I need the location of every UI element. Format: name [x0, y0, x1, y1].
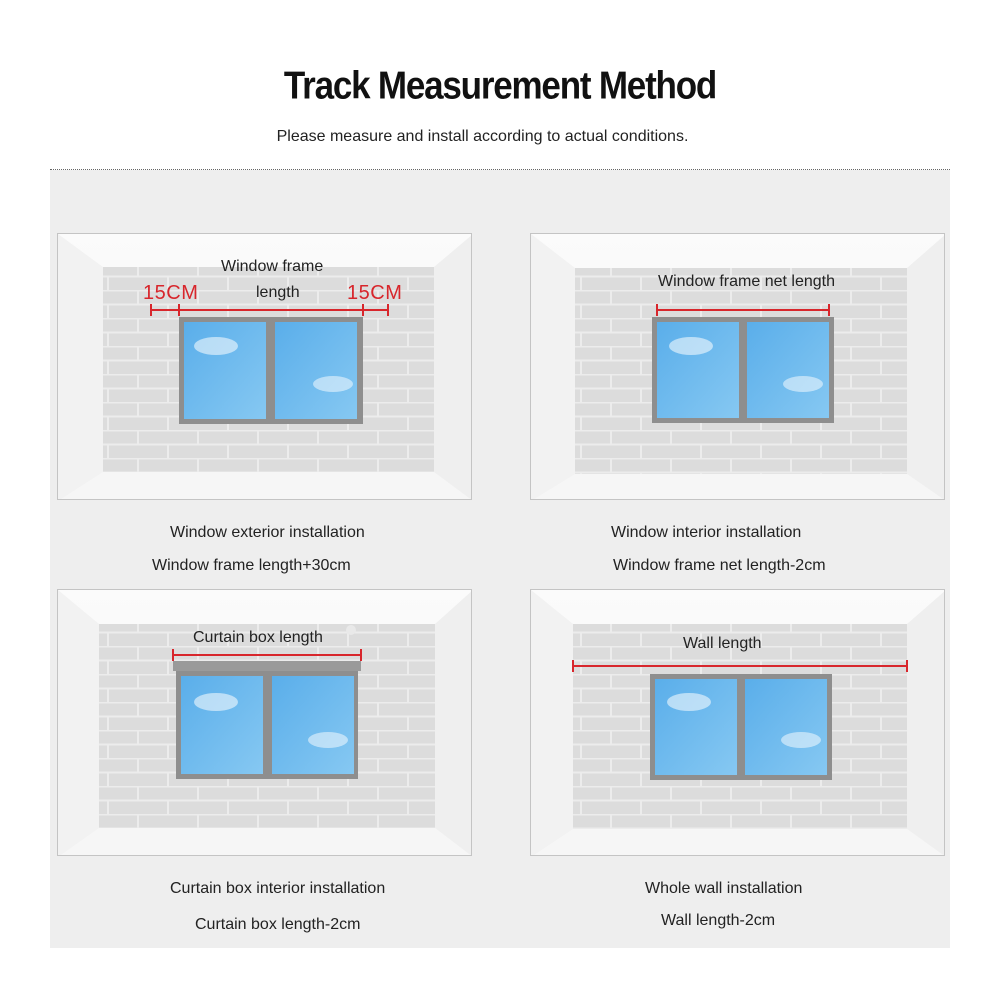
- formula-interior: Window frame net length-2cm: [613, 557, 826, 574]
- caption-curtain-box: Curtain box interior installation: [170, 880, 386, 897]
- caption-whole-wall: Whole wall installation: [645, 880, 803, 897]
- diagram-label: Wall length: [683, 635, 762, 652]
- whole-wall-installation-card: [530, 589, 945, 856]
- diagram-panel: [50, 170, 950, 948]
- diagram-label: Window frame net length: [658, 273, 835, 290]
- caption-exterior: Window exterior installation: [170, 524, 365, 541]
- caption-interior: Window interior installation: [611, 524, 802, 541]
- exterior-installation-card: [57, 233, 472, 500]
- left-margin-label: 15CM: [143, 282, 199, 304]
- formula-exterior: Window frame length+30cm: [152, 557, 351, 574]
- formula-curtain-box: Curtain box length-2cm: [195, 916, 361, 933]
- curtain-box-installation-card: [57, 589, 472, 856]
- right-margin-label: 15CM: [347, 282, 403, 304]
- curtain-box: [173, 661, 361, 671]
- diagram-label-line2: length: [256, 284, 300, 301]
- page-title: Track Measurement Method: [283, 63, 717, 108]
- diagram-label-line1: Window frame: [221, 258, 324, 275]
- page-subtitle: Please measure and install according to actual conditions.: [276, 128, 689, 145]
- interior-installation-card: [530, 233, 945, 500]
- whole-wall-installation-illustration: [531, 590, 945, 856]
- diagram-label: Curtain box length: [193, 629, 323, 646]
- formula-whole-wall: Wall length-2cm: [661, 912, 776, 929]
